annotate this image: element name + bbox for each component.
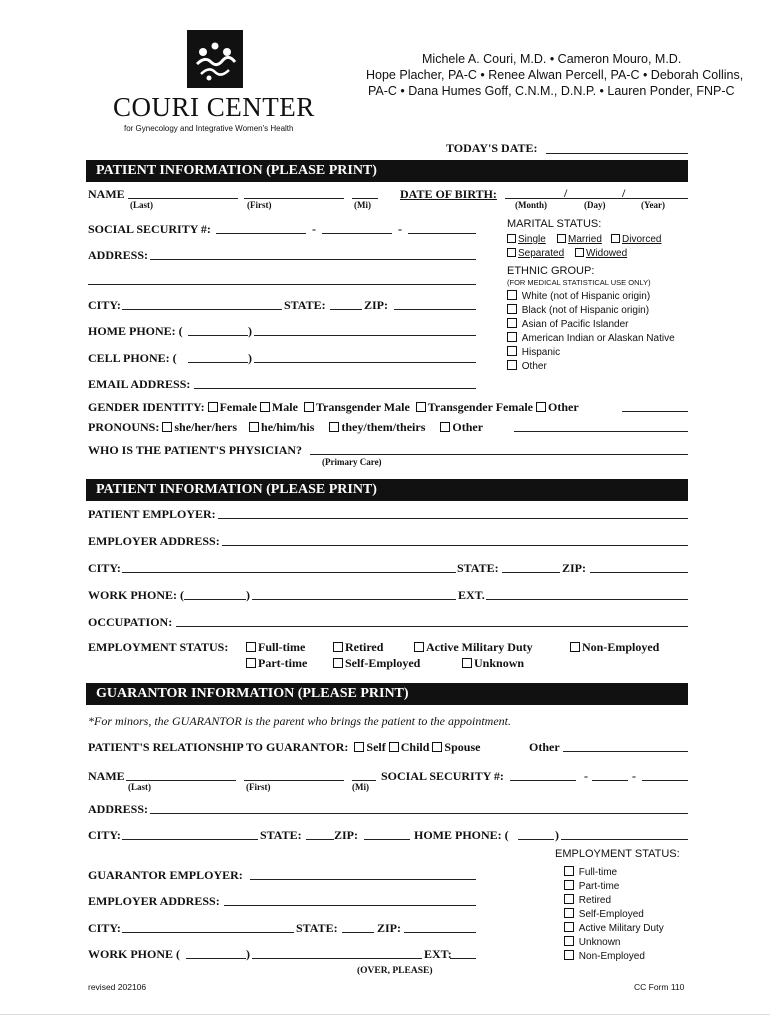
checkbox-icon[interactable]: [333, 658, 343, 668]
guarantor-employer-state-field[interactable]: [342, 932, 374, 933]
ethnic-options: [507, 290, 687, 376]
employer-address-label: EMPLOYER ADDRESS:: [88, 534, 220, 548]
guarantor-city-label: CITY:: [88, 828, 121, 842]
employer-state-field[interactable]: [502, 572, 560, 573]
checkbox-icon[interactable]: [354, 742, 364, 752]
relationship-self[interactable]: Self: [354, 740, 385, 754]
guarantor-employer-field[interactable]: [250, 879, 476, 880]
status-unknown[interactable]: Unknown: [462, 656, 524, 671]
guarantor-employer-zip-field[interactable]: [404, 932, 476, 933]
day-caption: (Day): [584, 200, 606, 210]
dob-field[interactable]: [505, 198, 688, 199]
address-field[interactable]: [150, 259, 476, 260]
g-status-retired[interactable]: Retired: [564, 894, 611, 906]
year-caption: (Year): [641, 200, 665, 210]
status-active-military[interactable]: Active Military Duty: [414, 640, 533, 655]
checkbox-icon[interactable]: [246, 658, 256, 668]
ethnic-black[interactable]: Black (not of Hispanic origin): [507, 304, 649, 316]
status-part-time[interactable]: Part-time: [246, 656, 307, 671]
ssn-label: SOCIAL SECURITY #:: [88, 222, 211, 236]
status-self-employed[interactable]: Self-Employed: [333, 656, 420, 671]
guarantor-home-phone-area-field[interactable]: [518, 839, 554, 840]
gender-trans-male[interactable]: Transgender Male: [304, 400, 410, 414]
form-number: CC Form 110: [634, 982, 685, 992]
cell-phone-area-field[interactable]: [188, 362, 248, 363]
checkbox-icon[interactable]: [564, 922, 574, 932]
checkbox-icon[interactable]: [536, 402, 546, 412]
home-phone-label: HOME PHONE: (: [88, 324, 183, 338]
checkbox-icon[interactable]: [557, 234, 566, 243]
guarantor-ssn-dash-2: -: [632, 769, 636, 783]
checkbox-icon[interactable]: [564, 936, 574, 946]
guarantor-home-phone-paren: ): [555, 828, 559, 842]
checkbox-icon[interactable]: [570, 642, 580, 652]
ethnic-american-indian[interactable]: American Indian or Alaskan Native: [507, 332, 675, 344]
checkbox-icon[interactable]: [260, 402, 270, 412]
work-phone-area-field[interactable]: [184, 599, 246, 600]
guarantor-mi-caption: (Mi): [352, 782, 369, 792]
guarantor-mi-field[interactable]: [352, 780, 376, 781]
checkbox-icon[interactable]: [440, 422, 450, 432]
checkbox-icon[interactable]: [432, 742, 442, 752]
marital-single[interactable]: Single: [507, 234, 546, 245]
section-guarantor-header: GUARANTOR INFORMATION (PLEASE PRINT): [86, 683, 688, 705]
zip-field[interactable]: [394, 309, 476, 310]
guarantor-state-field[interactable]: [306, 839, 334, 840]
mi-field[interactable]: [352, 198, 378, 199]
employer-city-field[interactable]: [122, 572, 456, 573]
employer-city-label: CITY:: [88, 561, 121, 575]
marital-separated[interactable]: Separated: [507, 248, 564, 259]
guarantor-ext-field[interactable]: [450, 958, 476, 959]
guarantor-home-phone-field[interactable]: [561, 839, 688, 840]
guarantor-home-phone-label: HOME PHONE: (: [414, 828, 509, 842]
relationship-other-label: Other: [529, 740, 560, 754]
work-phone-paren: ): [246, 588, 250, 602]
guarantor-ext-label: EXT:: [424, 947, 452, 961]
guarantor-address-label: ADDRESS:: [88, 802, 149, 816]
dob-slash-1: /: [564, 186, 568, 200]
pronoun-she[interactable]: she/her/hers: [162, 420, 237, 434]
gender-identity-row: [88, 400, 579, 415]
cell-phone-paren: ): [248, 351, 252, 365]
status-retired[interactable]: Retired: [333, 640, 383, 655]
status-non-employed[interactable]: Non-Employed: [570, 640, 659, 655]
employment-status-label: EMPLOYMENT STATUS:: [88, 640, 229, 654]
g-status-unknown[interactable]: Unknown: [564, 936, 620, 948]
guarantor-last-caption: (Last): [128, 782, 151, 792]
checkbox-icon[interactable]: [246, 642, 256, 652]
email-label: EMAIL ADDRESS:: [88, 377, 191, 391]
couri-logo: [187, 30, 243, 88]
dob-slash-2: /: [622, 186, 626, 200]
guarantor-work-phone-label: WORK PHONE (: [88, 947, 180, 961]
gender-female[interactable]: Female: [208, 400, 257, 414]
guarantor-employer-state-label: STATE:: [296, 921, 338, 935]
todays-date-label: TODAY'S DATE:: [446, 141, 538, 155]
logo-figure-icon: [187, 30, 243, 88]
checkbox-icon[interactable]: [611, 234, 620, 243]
guarantor-employer-city-label: CITY:: [88, 921, 121, 935]
patient-employer-field[interactable]: [218, 518, 688, 519]
checkbox-icon[interactable]: [507, 360, 517, 370]
guarantor-first-field[interactable]: [244, 780, 344, 781]
guarantor-status-options: [564, 866, 694, 966]
providers-line-2: Hope Placher, PA-C • Renee Alwan Percell, PA-C • Deborah Collins,: [366, 68, 744, 82]
work-phone-field[interactable]: [252, 599, 456, 600]
mi-caption: (Mi): [354, 200, 371, 210]
work-ext-field[interactable]: [486, 599, 688, 600]
relationship-row: [88, 740, 480, 755]
marital-status-label: MARITAL STATUS:: [507, 218, 602, 230]
physician-label: WHO IS THE PATIENT'S PHYSICIAN?: [88, 443, 303, 457]
guarantor-ssn-field-3[interactable]: [642, 780, 688, 781]
checkbox-icon[interactable]: [564, 894, 574, 904]
guarantor-ssn-dash-1: -: [584, 769, 588, 783]
home-phone-area-field[interactable]: [188, 335, 248, 336]
checkbox-icon[interactable]: [329, 422, 339, 432]
city-field[interactable]: [122, 309, 282, 310]
ethnic-other[interactable]: Other: [507, 360, 547, 372]
gender-identity-label: GENDER IDENTITY:: [88, 400, 205, 414]
ssn-dash-2: -: [398, 222, 402, 236]
guarantor-work-phone-area-field[interactable]: [186, 958, 246, 959]
work-ext-label: EXT.: [458, 588, 485, 602]
pronouns-label: PRONOUNS:: [88, 420, 160, 434]
checkbox-icon[interactable]: [507, 318, 517, 328]
checkbox-icon[interactable]: [462, 658, 472, 668]
name-label: NAME: [88, 187, 125, 201]
employer-zip-field[interactable]: [590, 572, 688, 573]
relationship-label: PATIENT'S RELATIONSHIP TO GUARANTOR:: [88, 740, 349, 754]
checkbox-icon[interactable]: [416, 402, 426, 412]
over-please: (OVER, PLEASE): [357, 966, 433, 976]
brand-tagline: for Gynecology and Integrative Women's Health: [124, 124, 294, 133]
ethnic-note: (FOR MEDICAL STATISTICAL USE ONLY): [507, 278, 651, 287]
ethnic-asian[interactable]: Asian of Pacific Islander: [507, 318, 629, 330]
checkbox-icon[interactable]: [414, 642, 424, 652]
employer-address-field[interactable]: [222, 545, 688, 546]
marital-married[interactable]: Married: [557, 234, 602, 245]
guarantor-work-phone-field[interactable]: [252, 958, 422, 959]
dob-label: DATE OF BIRTH:: [400, 187, 497, 201]
first-name-field[interactable]: [244, 198, 344, 199]
guarantor-employer-address-field[interactable]: [224, 905, 476, 906]
pronoun-they[interactable]: they/them/theirs: [329, 420, 425, 434]
pronoun-he[interactable]: he/him/his: [249, 420, 314, 434]
g-status-non-employed[interactable]: Non-Employed: [564, 950, 645, 962]
checkbox-icon[interactable]: [507, 290, 517, 300]
checkbox-icon[interactable]: [564, 866, 574, 876]
ethnic-white[interactable]: White (not of Hispanic origin): [507, 290, 650, 302]
guarantor-ssn-field-1[interactable]: [510, 780, 576, 781]
guarantor-name-label: NAME: [88, 769, 125, 783]
checkbox-icon[interactable]: [249, 422, 259, 432]
relationship-other-field[interactable]: [563, 751, 688, 752]
primary-care-caption: (Primary Care): [322, 457, 382, 467]
checkbox-icon[interactable]: [575, 248, 584, 257]
providers-line-1: Michele A. Couri, M.D. • Cameron Mouro, M.D.: [422, 52, 682, 66]
city-label: CITY:: [88, 298, 121, 312]
occupation-label: OCCUPATION:: [88, 615, 173, 629]
guarantor-address-field[interactable]: [150, 813, 688, 814]
checkbox-icon[interactable]: [333, 642, 343, 652]
pronoun-other[interactable]: Other: [440, 420, 483, 434]
guarantor-employer-zip-label: ZIP:: [377, 921, 401, 935]
section-patient-info-header: PATIENT INFORMATION (PLEASE PRINT): [86, 160, 688, 182]
employer-state-label: STATE:: [457, 561, 499, 575]
guarantor-ssn-field-2[interactable]: [592, 780, 628, 781]
guarantor-city-field[interactable]: [122, 839, 258, 840]
section-patient-employer-header: PATIENT INFORMATION (PLEASE PRINT): [86, 479, 688, 501]
providers-line-3: PA-C • Dana Humes Goff, C.N.M., D.N.P. • Lauren Ponder, FNP-C: [368, 84, 735, 98]
checkbox-icon[interactable]: [507, 234, 516, 243]
home-phone-paren: ): [248, 324, 252, 338]
revised-date: revised 202106: [88, 982, 147, 992]
guarantor-first-caption: (First): [246, 782, 271, 792]
relationship-child[interactable]: Child: [389, 740, 430, 754]
work-phone-label: WORK PHONE: (: [88, 588, 184, 602]
guarantor-employer-address-label: EMPLOYER ADDRESS:: [88, 894, 220, 908]
guarantor-employer-city-field[interactable]: [122, 932, 294, 933]
gender-male[interactable]: Male: [260, 400, 298, 414]
checkbox-icon[interactable]: [564, 880, 574, 890]
employer-zip-label: ZIP:: [562, 561, 586, 575]
marital-divorced[interactable]: Divorced: [611, 234, 661, 245]
g-status-part-time[interactable]: Part-time: [564, 880, 619, 892]
ethnic-hispanic[interactable]: Hispanic: [507, 346, 560, 358]
page-bottom-edge: [0, 1014, 770, 1015]
state-field[interactable]: [330, 309, 362, 310]
relationship-spouse[interactable]: Spouse: [432, 740, 480, 754]
patient-employer-label: PATIENT EMPLOYER:: [88, 507, 216, 521]
todays-date-field[interactable]: [546, 153, 688, 154]
ssn-field-3[interactable]: [408, 233, 476, 234]
checkbox-icon[interactable]: [564, 950, 574, 960]
gender-other-field[interactable]: [622, 411, 688, 412]
cell-phone-label: CELL PHONE: (: [88, 351, 177, 365]
email-field[interactable]: [194, 388, 476, 389]
g-status-active-military[interactable]: Active Military Duty: [564, 922, 664, 934]
checkbox-icon[interactable]: [507, 248, 516, 257]
pronoun-other-field[interactable]: [514, 431, 688, 432]
minor-note: *For minors, the GUARANTOR is the parent who brings the patient to the appointment.: [88, 714, 511, 728]
checkbox-icon[interactable]: [304, 402, 314, 412]
guarantor-ssn-label: SOCIAL SECURITY #:: [381, 769, 504, 783]
cell-phone-field[interactable]: [254, 362, 476, 363]
last-name-field[interactable]: [128, 198, 238, 199]
checkbox-icon[interactable]: [162, 422, 172, 432]
guarantor-employer-label: GUARANTOR EMPLOYER:: [88, 868, 243, 882]
last-caption: (Last): [130, 200, 153, 210]
brand-name: COURI CENTER: [113, 92, 315, 122]
physician-field[interactable]: [310, 454, 688, 455]
state-label: STATE:: [284, 298, 326, 312]
ethnic-group-label: ETHNIC GROUP:: [507, 265, 595, 277]
marital-widowed[interactable]: Widowed: [575, 248, 627, 259]
gender-other[interactable]: Other: [536, 400, 579, 414]
checkbox-icon[interactable]: [507, 332, 517, 342]
g-status-full-time[interactable]: Full-time: [564, 866, 617, 878]
checkbox-icon[interactable]: [507, 304, 517, 314]
status-full-time[interactable]: Full-time: [246, 640, 305, 655]
guarantor-last-field[interactable]: [126, 780, 236, 781]
ssn-field-2[interactable]: [322, 233, 392, 234]
ssn-field-1[interactable]: [216, 233, 306, 234]
zip-label: ZIP:: [364, 298, 388, 312]
ssn-dash-1: -: [312, 222, 316, 236]
marital-options: [507, 234, 687, 264]
address-field-2[interactable]: [88, 284, 476, 285]
guarantor-zip-field[interactable]: [364, 839, 410, 840]
first-caption: (First): [247, 200, 272, 210]
gender-trans-female[interactable]: Transgender Female: [416, 400, 533, 414]
month-caption: (Month): [515, 200, 547, 210]
pronouns-row: [88, 420, 483, 435]
guarantor-employment-status-label: EMPLOYMENT STATUS:: [555, 848, 680, 860]
guarantor-state-label: STATE:: [260, 828, 302, 842]
checkbox-icon[interactable]: [564, 908, 574, 918]
checkbox-icon[interactable]: [389, 742, 399, 752]
g-status-self-employed[interactable]: Self-Employed: [564, 908, 644, 920]
guarantor-work-phone-paren: ): [246, 947, 250, 961]
checkbox-icon[interactable]: [507, 346, 517, 356]
guarantor-zip-label: ZIP:: [334, 828, 358, 842]
checkbox-icon[interactable]: [208, 402, 218, 412]
occupation-field[interactable]: [176, 626, 688, 627]
home-phone-field[interactable]: [254, 335, 476, 336]
address-label: ADDRESS:: [88, 248, 149, 262]
